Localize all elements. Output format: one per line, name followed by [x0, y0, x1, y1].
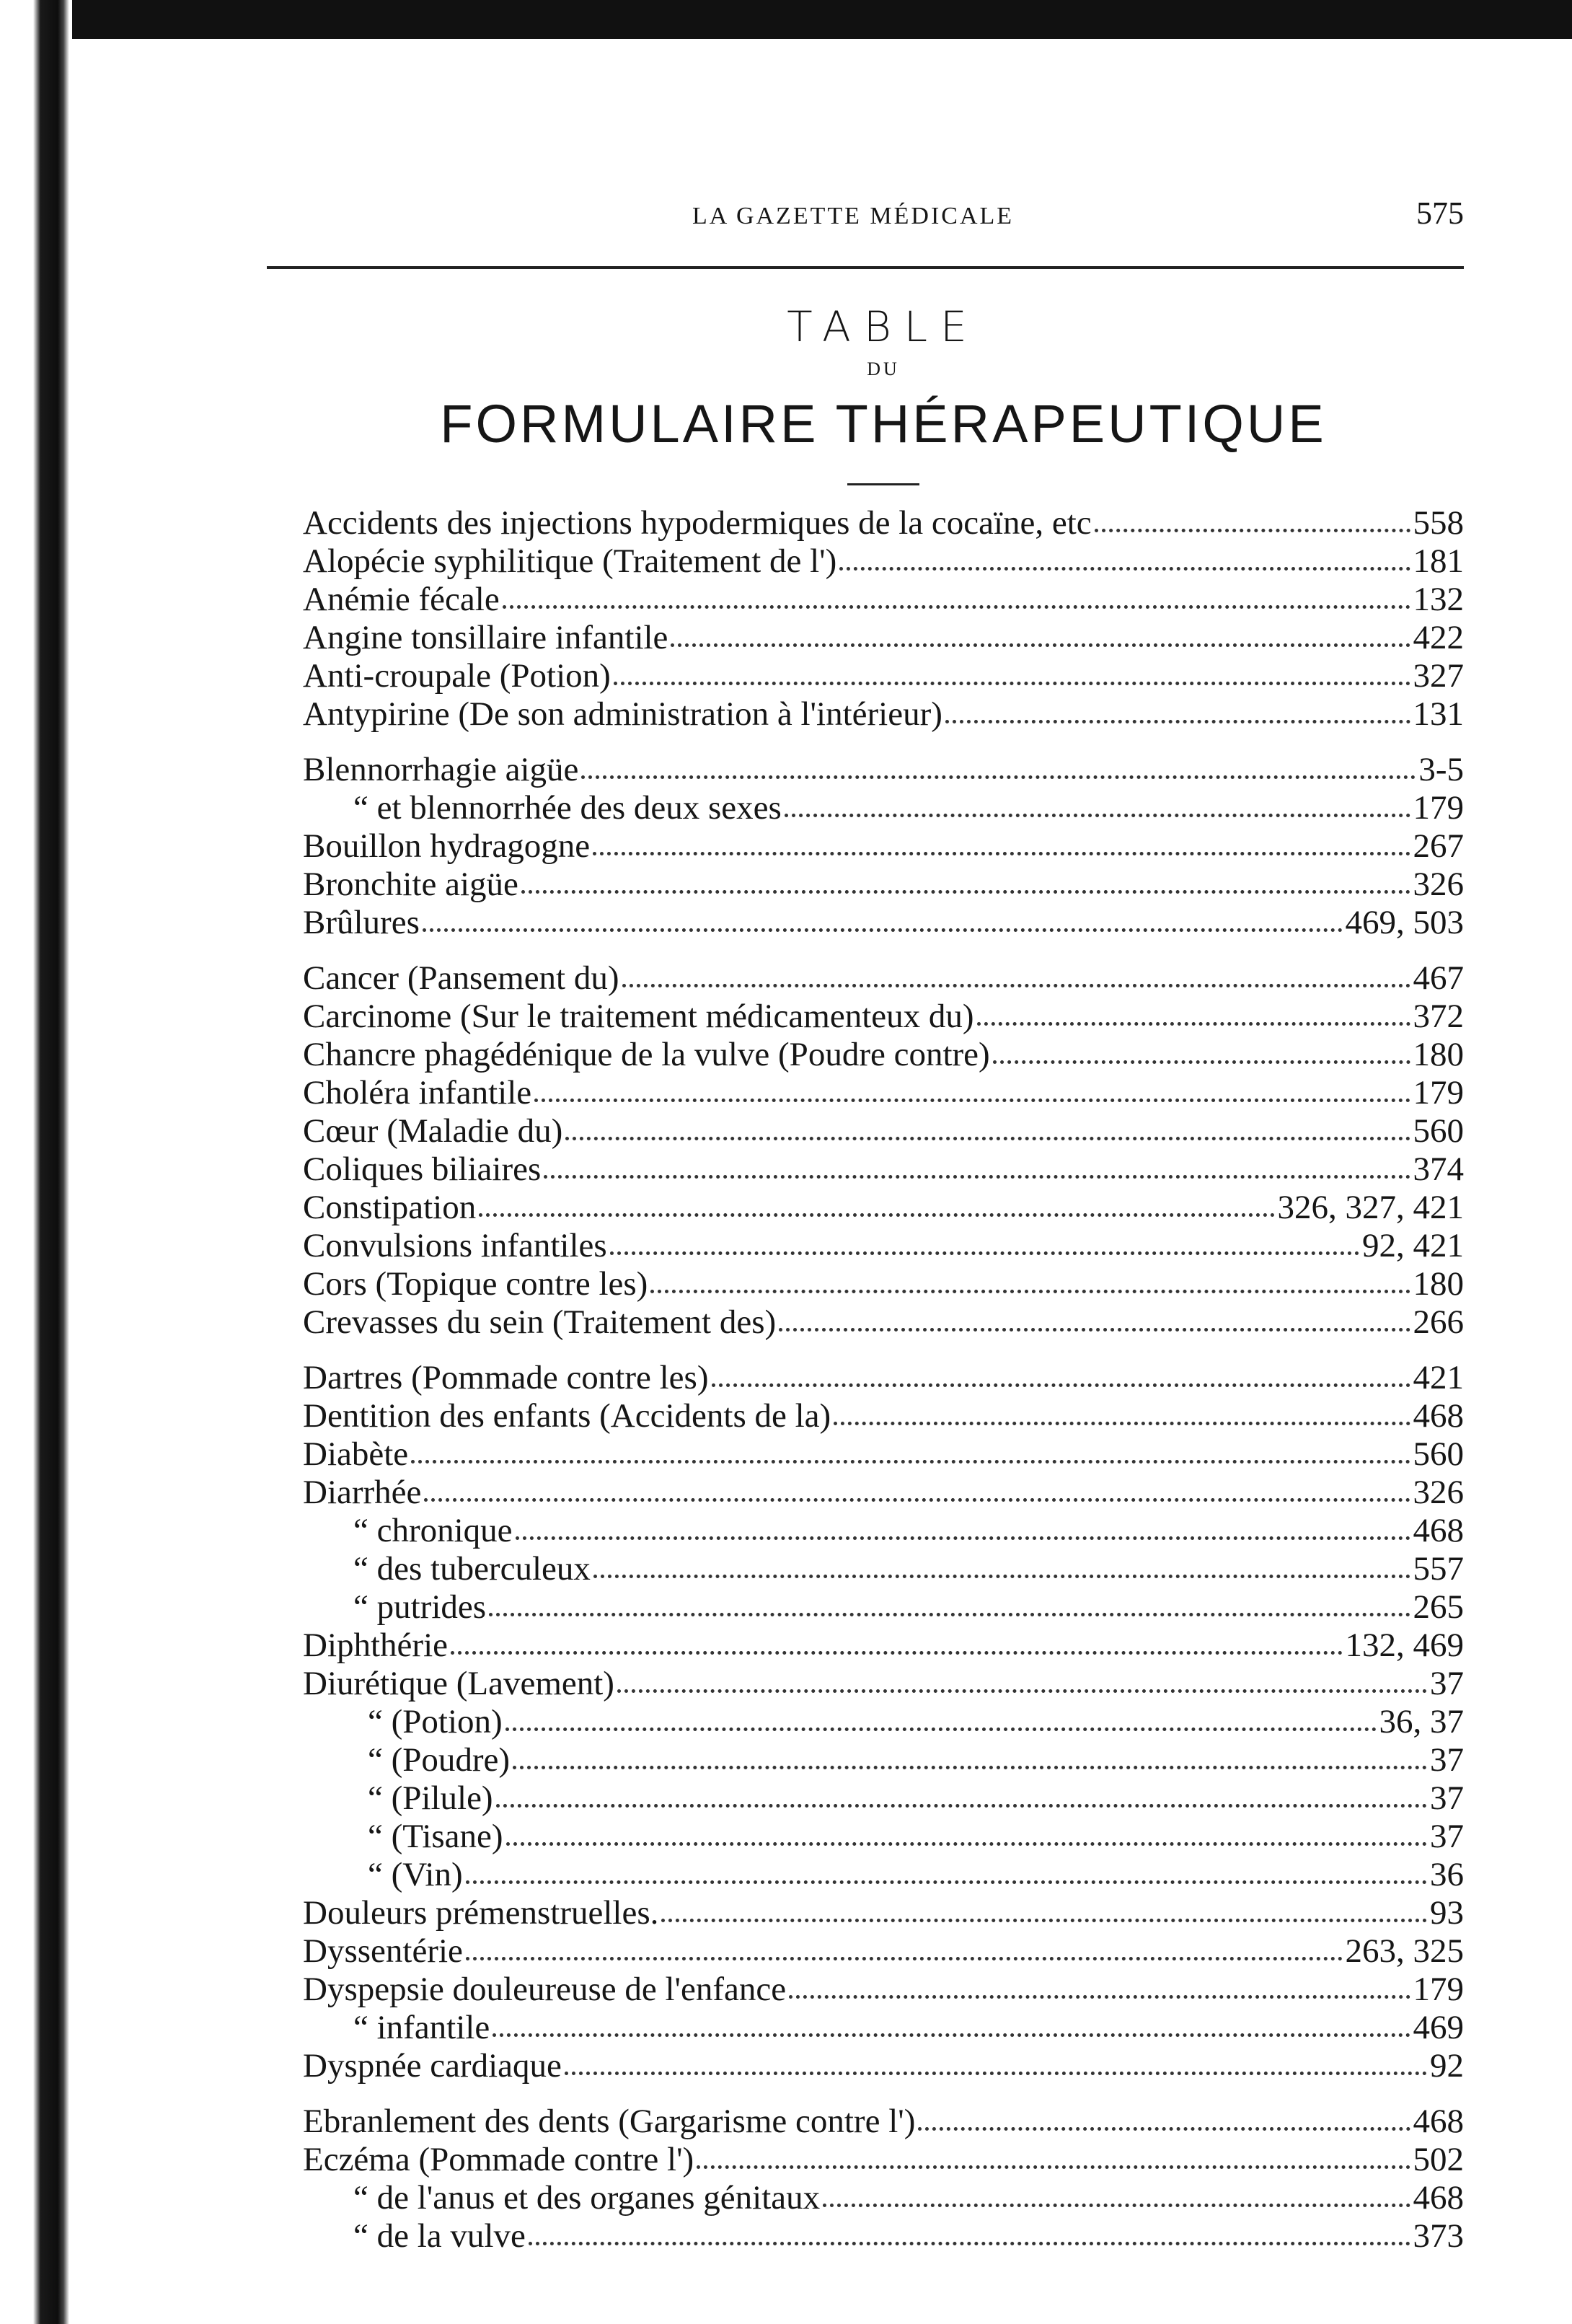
leader-dots	[661, 1919, 1427, 1922]
header-rule	[267, 266, 1464, 269]
entry-label: “ chronique	[353, 1512, 513, 1549]
leader-dots	[712, 1383, 1410, 1387]
entry-page: 37	[1430, 1779, 1464, 1817]
entry-page: 422	[1413, 619, 1464, 656]
entry-page: 180	[1413, 1036, 1464, 1073]
entry-label: Ebranlement des dents (Gargarisme contre l')	[303, 2103, 916, 2140]
entry-page: 181	[1413, 542, 1464, 580]
entry-page: 502	[1413, 2141, 1464, 2178]
entry-label: “ putrides	[353, 1588, 487, 1626]
index-entry	[303, 1303, 1464, 1342]
group-gap	[303, 1342, 1464, 1359]
formulary-title: FORMULAIRE THÉRAPEUTIQUE	[440, 394, 1327, 454]
entry-page: 37	[1430, 1741, 1464, 1779]
entry-label: Chancre phagédénique de la vulve (Poudre contre)	[303, 1036, 990, 1073]
document-page	[303, 180, 1464, 2255]
group-gap	[303, 2085, 1464, 2103]
index-entry	[303, 657, 1464, 695]
entry-page: 421	[1413, 1359, 1464, 1396]
entry-page: 267	[1413, 827, 1464, 865]
page-top-border	[43, 0, 1572, 39]
index-entry	[303, 2179, 1464, 2217]
entry-label: Diphthérie	[303, 1627, 448, 1664]
leader-dots	[697, 2165, 1410, 2169]
entry-label: Blennorrhagie aigüe	[303, 751, 579, 788]
leader-dots	[593, 1575, 1410, 1578]
entry-page: 266	[1413, 1303, 1464, 1341]
index-entry	[303, 789, 1464, 827]
leader-dots	[496, 1804, 1427, 1808]
entry-page: 93	[1430, 1894, 1464, 1932]
entry-page: 469	[1413, 2009, 1464, 2046]
entry-page: 468	[1413, 1397, 1464, 1435]
leader-dots	[650, 1290, 1410, 1293]
entry-page: 179	[1413, 789, 1464, 827]
leader-dots	[839, 567, 1410, 571]
index-entry	[303, 1818, 1464, 1856]
entry-page: 92, 421	[1362, 1227, 1464, 1264]
leader-dots	[489, 1613, 1410, 1616]
leader-dots	[622, 984, 1410, 987]
table-heading-du: DU	[867, 358, 900, 379]
index-entry	[303, 827, 1464, 866]
entry-page: 468	[1413, 2179, 1464, 2217]
index-entry	[303, 542, 1464, 581]
leader-dots	[544, 1175, 1410, 1179]
entry-page: 327	[1413, 657, 1464, 695]
leader-dots	[516, 1536, 1410, 1540]
leader-dots	[918, 2127, 1410, 2131]
leader-dots	[505, 1727, 1377, 1731]
entry-label: Dyspnée cardiaque	[303, 2047, 562, 2085]
leader-dots	[779, 1328, 1410, 1332]
leader-dots	[1095, 529, 1410, 532]
leader-dots	[565, 2072, 1427, 2075]
entry-label: Dyspepsie douleureuse de l'enfance	[303, 1971, 787, 2008]
leader-dots	[506, 1842, 1427, 1846]
group-gap	[303, 734, 1464, 751]
entry-label: “ (Poudre)	[368, 1741, 511, 1779]
index-entry	[303, 1150, 1464, 1189]
leader-dots	[466, 1957, 1343, 1960]
leader-dots	[785, 814, 1410, 817]
entry-label: Constipation	[303, 1189, 477, 1226]
entry-page: 132, 469	[1345, 1627, 1464, 1664]
entry-page: 132	[1413, 581, 1464, 618]
index-entry	[303, 1588, 1464, 1627]
entry-page: 131	[1413, 695, 1464, 733]
index-entry	[303, 1227, 1464, 1265]
leader-dots	[993, 1060, 1410, 1064]
entry-label: Coliques biliaires	[303, 1150, 542, 1188]
entry-label: Diarrhée	[303, 1474, 422, 1511]
index-entry	[303, 866, 1464, 904]
entry-label: Cors (Topique contre les)	[303, 1265, 648, 1303]
entry-label: Douleurs prémenstruelles.	[303, 1894, 659, 1932]
entry-page: 37	[1430, 1665, 1464, 1702]
entry-page: 179	[1413, 1971, 1464, 2008]
leader-dots	[671, 643, 1410, 647]
index-entries	[303, 504, 1464, 2255]
entry-label: “ (Pilule)	[368, 1779, 493, 1817]
entry-label: Accidents des injections hypodermiques de la cocaïne, etc	[303, 504, 1092, 542]
entry-page: 92	[1430, 2047, 1464, 2085]
index-entry	[303, 1397, 1464, 1435]
entry-label: Antypirine (De son administration à l'intérieur)	[303, 695, 942, 733]
leader-dots	[617, 1689, 1427, 1693]
index-entry	[303, 904, 1464, 942]
page-left-edge	[0, 0, 72, 2324]
index-entry	[303, 751, 1464, 789]
entry-label: Convulsions infantiles	[303, 1227, 607, 1264]
entry-label: Anti-croupale (Potion)	[303, 657, 611, 695]
leader-dots	[466, 1880, 1427, 1884]
entry-label: Bouillon hydragogne	[303, 827, 591, 865]
leader-dots	[593, 852, 1410, 855]
entry-label: Cœur (Maladie du)	[303, 1112, 563, 1150]
index-entry	[303, 1112, 1464, 1150]
entry-page: 468	[1413, 1512, 1464, 1549]
leader-dots	[610, 1251, 1359, 1255]
entry-label: Carcinome (Sur le traitement médicamenteux du)	[303, 998, 974, 1035]
entry-label: Diurétique (Lavement)	[303, 1665, 614, 1702]
index-entry	[303, 959, 1464, 998]
entry-page: 467	[1413, 959, 1464, 997]
index-entry	[303, 1512, 1464, 1550]
entry-page: 560	[1413, 1112, 1464, 1150]
entry-label: “ et blennorrhée des deux sexes	[353, 789, 782, 827]
entry-page: 557	[1413, 1550, 1464, 1588]
leader-dots	[411, 1460, 1410, 1463]
entry-page: 558	[1413, 504, 1464, 542]
entry-label: Eczéma (Pommade contre l')	[303, 2141, 694, 2178]
index-entry	[303, 1779, 1464, 1818]
page-number: 575	[1416, 195, 1464, 231]
entry-label: Dentition des enfants (Accidents de la)	[303, 1397, 831, 1435]
index-entry	[303, 1703, 1464, 1741]
entry-label: Anémie fécale	[303, 581, 500, 618]
index-entry	[303, 1856, 1464, 1894]
entry-page: 469, 503	[1345, 904, 1464, 941]
entry-page: 372	[1413, 998, 1464, 1035]
entry-page: 374	[1413, 1150, 1464, 1188]
entry-page: 36, 37	[1379, 1703, 1464, 1740]
entry-page: 326	[1413, 1474, 1464, 1511]
entry-page: 326, 327, 421	[1277, 1189, 1464, 1226]
entry-label: Dartres (Pommade contre les)	[303, 1359, 709, 1396]
index-entry	[303, 1265, 1464, 1303]
index-entry	[303, 619, 1464, 657]
leader-dots	[823, 2204, 1410, 2207]
running-title: LA GAZETTE MÉDICALE	[692, 203, 1015, 229]
index-entry	[303, 1474, 1464, 1512]
leader-dots	[945, 720, 1410, 723]
leader-dots	[479, 1213, 1274, 1217]
entry-label: “ (Vin)	[368, 1856, 463, 1893]
entry-page: 326	[1413, 866, 1464, 903]
entry-page: 3-5	[1418, 751, 1464, 788]
entry-page: 265	[1413, 1588, 1464, 1626]
entry-label: Cancer (Pansement du)	[303, 959, 619, 997]
index-entry	[303, 1189, 1464, 1227]
entry-label: “ (Potion)	[368, 1703, 503, 1740]
index-entry	[303, 1741, 1464, 1779]
index-entry	[303, 2217, 1464, 2255]
index-entry	[303, 1932, 1464, 1971]
index-entry	[303, 695, 1464, 734]
leader-dots	[521, 890, 1410, 894]
index-entry	[303, 1036, 1464, 1074]
index-entry	[303, 2141, 1464, 2179]
leader-dots	[534, 1099, 1410, 1102]
index-entry	[303, 1971, 1464, 2009]
entry-page: 263, 325	[1345, 1932, 1464, 1970]
leader-dots	[423, 928, 1343, 932]
index-entry	[303, 1665, 1464, 1703]
entry-label: “ de la vulve	[353, 2217, 526, 2255]
entry-label: Bronchite aigüe	[303, 866, 518, 903]
leader-dots	[451, 1651, 1343, 1655]
leader-dots	[977, 1022, 1410, 1026]
entry-page: 373	[1413, 2217, 1464, 2255]
entry-label: Angine tonsillaire infantile	[303, 619, 668, 656]
index-entry	[303, 2103, 1464, 2141]
leader-dots	[789, 1995, 1410, 1999]
table-heading: TABLE	[787, 302, 980, 351]
leader-dots	[614, 682, 1410, 685]
title-rule	[847, 483, 919, 485]
leader-dots	[424, 1498, 1410, 1502]
leader-dots	[565, 1137, 1410, 1140]
index-entry	[303, 998, 1464, 1036]
entry-page: 37	[1430, 1818, 1464, 1855]
entry-label: Diabète	[303, 1435, 409, 1473]
leader-dots	[529, 2242, 1410, 2245]
index-entry	[303, 1074, 1464, 1112]
leader-dots	[581, 775, 1416, 779]
entry-label: Choléra infantile	[303, 1074, 532, 1112]
leader-dots	[834, 1422, 1410, 1425]
index-entry	[303, 1627, 1464, 1665]
group-gap	[303, 942, 1464, 959]
index-entry	[303, 2047, 1464, 2085]
entry-label: Alopécie syphilitique (Traitement de l')	[303, 542, 837, 580]
entry-label: “ (Tisane)	[368, 1818, 503, 1855]
entry-label: Brûlures	[303, 904, 420, 941]
leader-dots	[513, 1766, 1427, 1769]
entry-page: 179	[1413, 1074, 1464, 1112]
leader-dots	[503, 605, 1410, 609]
index-entry	[303, 1359, 1464, 1397]
entry-label: Crevasses du sein (Traitement des)	[303, 1303, 777, 1341]
entry-label: Dyssentérie	[303, 1932, 463, 1970]
index-entry	[303, 504, 1464, 542]
entry-label: “ des tuberculeux	[353, 1550, 591, 1588]
leader-dots	[493, 2033, 1410, 2037]
index-entry	[303, 581, 1464, 619]
index-entry	[303, 2009, 1464, 2047]
entry-page: 560	[1413, 1435, 1464, 1473]
index-entry	[303, 1550, 1464, 1588]
index-entry	[303, 1894, 1464, 1932]
entry-page: 468	[1413, 2103, 1464, 2140]
index-entry	[303, 1435, 1464, 1474]
running-header	[303, 180, 1464, 232]
entry-label: “ infantile	[353, 2009, 490, 2046]
entry-page: 36	[1430, 1856, 1464, 1893]
entry-page: 180	[1413, 1265, 1464, 1303]
entry-label: “ de l'anus et des organes génitaux	[353, 2179, 821, 2217]
